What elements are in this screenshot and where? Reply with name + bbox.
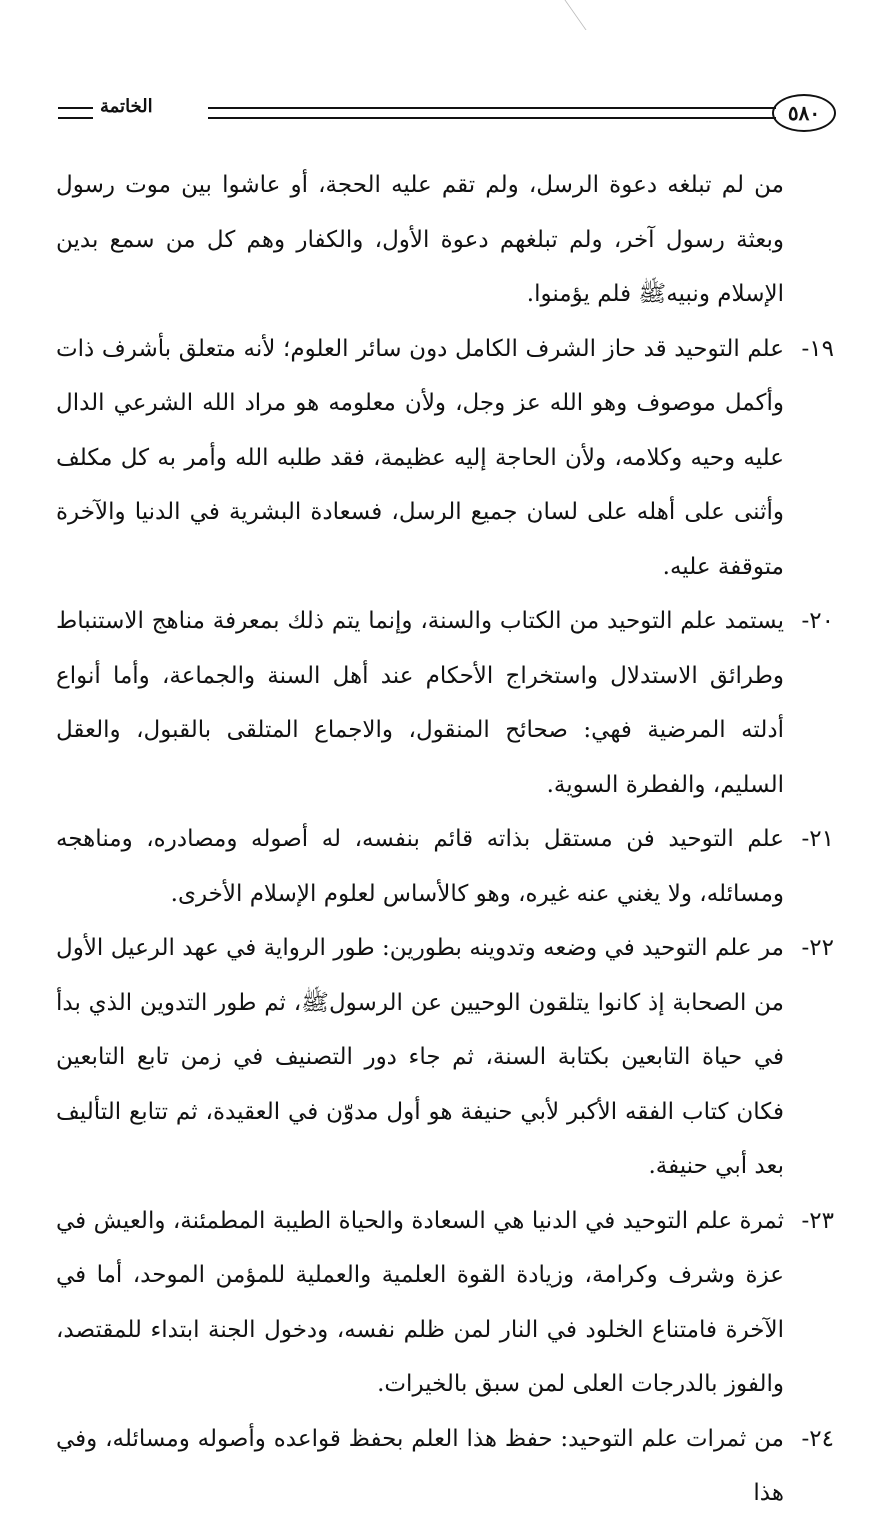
list-item [56, 1412, 834, 1521]
running-title: الخاتمة [100, 96, 153, 117]
item-text: ثمرة علم التوحيد في الدنيا هي السعادة والحياة الطيبة المطمئنة، والعيش في عزة وشرف وكرامة، وزيادة القوة العلمية والعملية للمؤمن الموحد، أما في الآخرة فامتناع الخلود في النار لمن ظلم نفسه، ودخول الجنة ابتداء للمقتصد، والفوز بالدرجات العلى لمن سبق بالخيرات. [56, 1207, 784, 1397]
list-item [56, 1194, 834, 1412]
header-rule-long [208, 107, 776, 119]
continued-paragraph: من لم تبلغه دعوة الرسل، ولم تقم عليه الحجة، أو عاشوا بين موت رسول وبعثة رسول آخر، ولم تبلغهم دعوة الأول، والكفار وهم كل من سمع بدين الإسلام ونبيهﷺ فلم يؤمنوا. [56, 172, 784, 307]
item-number: ٢٠- [801, 608, 834, 634]
page-mark [524, 0, 586, 30]
running-header [58, 94, 836, 134]
item-number: ١٩- [801, 335, 834, 362]
item-number: ٢٤- [801, 1425, 834, 1452]
item-text: يستمد علم التوحيد من الكتاب والسنة، وإنما يتم ذلك بمعرفة مناهج الاستنباط وطرائق الاستدلال واستخراج الأحكام عند أهل السنة والجماعة، وأما أنواع أدلته المرضية فهي: صحائح المنقول، والاجماع المتلقى بالقبول، والعقل السليم، والفطرة السوية. [56, 608, 784, 798]
list-item [56, 594, 834, 812]
page-number: ٥٨٠ [772, 94, 836, 132]
item-text: من ثمرات علم التوحيد: حفظ هذا العلم بحفظ قواعده وأصوله ومسائله، وفي هذا [56, 1425, 784, 1506]
header-rule-short [58, 107, 93, 119]
item-text: مر علم التوحيد في وضعه وتدوينه بطورين: طور الرواية في عهد الرعيل الأول من الصحابة إذ كانوا يتلقون الوحيين عن الرسولﷺ، ثم طور التدوين الذي بدأ في حياة التابعين بكتابة السنة، ثم جاء دور التصنيف في زمن تابع التابعين فكان كتاب الفقه الأكبر لأبي حنيفة هو أول مدوّن في العقيدة، ثم تتابع التأليف بعد أبي حنيفة. [56, 935, 784, 1179]
item-number: ٢٣- [801, 1207, 834, 1234]
page-body [56, 158, 834, 1521]
item-number: ٢١- [801, 826, 834, 852]
item-number: ٢٢- [801, 935, 834, 961]
item-text: علم التوحيد قد حاز الشرف الكامل دون سائر العلوم؛ لأنه متعلق بأشرف ذات وأكمل موصوف وهو الله عز وجل، ولأن معلومه هو مراد الله الشرعي الدال عليه وحيه وكلامه، ولأن الحاجة إليه عظيمة، فقد طلبه الله وأمر به كل مكلف وأثنى على أهله على لسان جميع الرسل، فسعادة البشرية في الدنيا والآخرة متوقفة عليه. [56, 335, 784, 580]
list-item [56, 322, 834, 595]
list-item [56, 812, 834, 921]
list-item [56, 921, 834, 1194]
item-text: علم التوحيد فن مستقل بذاته قائم بنفسه، له أصوله ومصادره، ومناهجه ومسائله، ولا يغني عنه غيره، وهو كالأساس لعلوم الإسلام الأخرى. [56, 826, 784, 907]
